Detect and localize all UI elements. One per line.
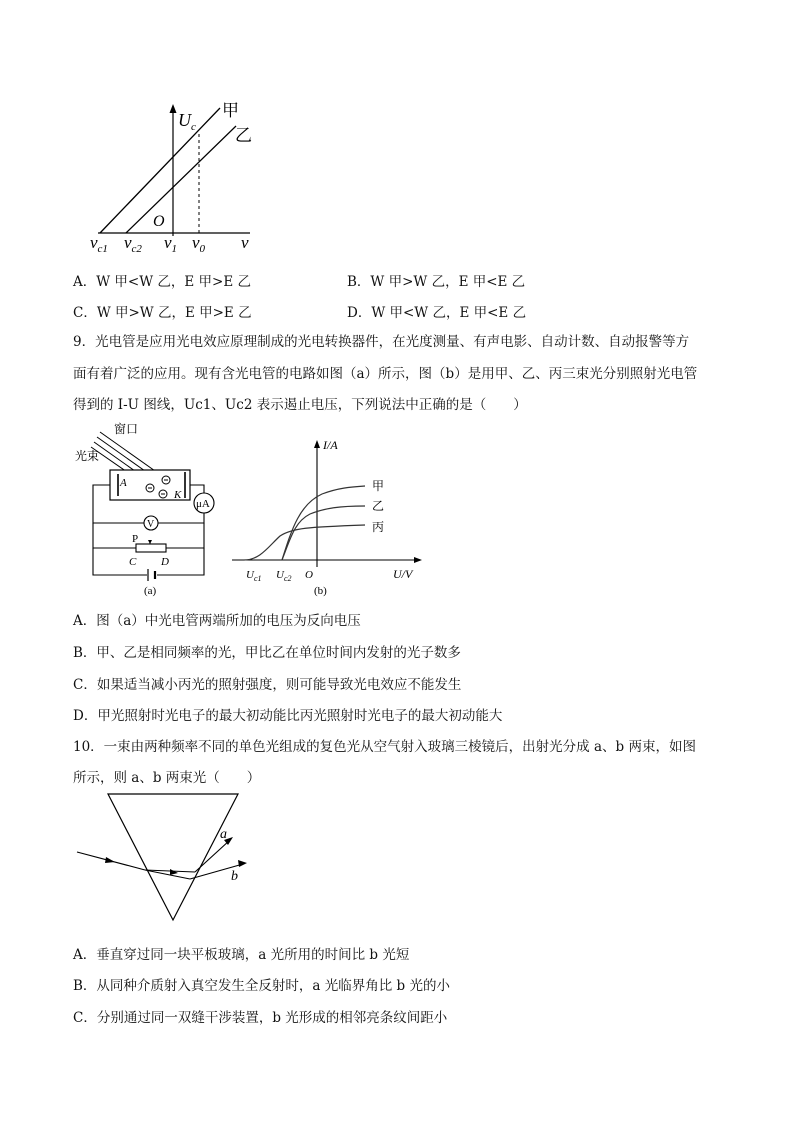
beam-label: 光束	[75, 449, 100, 463]
fig-b-caption: (b)	[314, 585, 327, 597]
window-label: 窗口	[114, 422, 139, 436]
q9-option-b: B．甲、乙是相同频率的光，甲比乙在单位时间内发射的光子数多	[73, 645, 461, 661]
slider-p-label: P	[132, 533, 139, 545]
q9-option-a: A．图（a）中光电管两端所加的电压为反向电压	[73, 613, 361, 629]
iu-ylabel: I/A	[323, 438, 338, 452]
q9-stem-line3: 得到的 I-U 图线，Uc1、Uc2 表示遏止电压，下列说法中正确的是（ ）	[73, 397, 527, 413]
q8-option-b: B．W 甲>W 乙，E 甲<E 乙	[347, 274, 526, 290]
uc2-tick: $U_{c2}$	[276, 569, 292, 583]
iu-graph	[230, 432, 430, 602]
curve-bing	[244, 525, 365, 560]
nu-axis-label: ν	[241, 233, 249, 252]
q10-option-a: A．垂直穿过同一块平板玻璃，a 光所用的时间比 b 光短	[73, 947, 410, 963]
iu-origin-label: O	[305, 569, 313, 581]
prism	[108, 794, 238, 920]
curve-yi	[282, 506, 365, 560]
voltmeter-label: V	[147, 519, 155, 530]
circuit-diagram	[70, 418, 230, 598]
point-c-label: C	[129, 556, 137, 568]
ray-b-label: b	[231, 869, 238, 884]
vc2-tick: $\nu_{c2}$	[124, 233, 142, 255]
anode-label: A	[120, 477, 127, 489]
q8-option-c: C．W 甲>W 乙，E 甲>E 乙	[73, 305, 252, 321]
v1-tick: $\nu_1$	[164, 233, 178, 255]
ray-a-label: a	[220, 827, 227, 842]
iu-xlabel: U/V	[393, 567, 413, 581]
curve-jia	[282, 486, 365, 560]
uc-label: $U_c$	[178, 110, 196, 133]
v0-tick: $\nu_0$	[192, 233, 206, 255]
vc1-tick: $\nu_{c1}$	[90, 233, 108, 255]
q8-option-d: D．W 甲<W 乙，E 甲<E 乙	[347, 305, 527, 321]
q8-option-a: A．W 甲<W 乙，E 甲>E 乙	[73, 274, 251, 290]
q9-option-d: D．甲光照射时光电子的最大初动能比丙光照射时光电子的最大初动能大	[73, 708, 503, 724]
q10-option-b: B．从同种介质射入真空发生全反射时，a 光临界角比 b 光的小	[73, 978, 450, 994]
curve-bing-label: 丙	[372, 520, 385, 534]
curve-yi-label: 乙	[372, 499, 385, 513]
q10-stem-line1: 10．一束由两种频率不同的单色光组成的复色光从空气射入玻璃三棱镜后，出射光分成 a、b 两束，如图	[73, 739, 696, 755]
fig-a-caption: (a)	[144, 585, 157, 597]
q9-stem-line1: 9．光电管是应用光电效应原理制成的光电转换器件，在光度测量、有声电影、自动计数、自动报警等方	[73, 334, 690, 350]
uc1-tick: $U_{c1}$	[246, 569, 262, 583]
point-d-label: D	[161, 556, 169, 568]
jia-label: 甲	[222, 101, 239, 120]
q9-stem-line2: 面有着广泛的应用。现有含光电管的电路如图（a）所示，图（b）是用甲、乙、丙三束光分别照射光电管	[73, 366, 698, 382]
uc-nu-graph	[80, 96, 280, 256]
microammeter-label: μA	[196, 498, 210, 510]
prism-diagram	[75, 792, 265, 932]
cathode-label: K	[174, 489, 182, 501]
q9-option-c: C．如果适当减小丙光的照射强度，则可能导致光电效应不能发生	[73, 677, 462, 693]
origin-label: O	[153, 213, 165, 230]
q10-option-c: C．分别通过同一双缝干涉装置，b 光形成的相邻亮条纹间距小	[73, 1010, 448, 1026]
curve-jia-label: 甲	[372, 479, 385, 493]
q10-stem-line2: 所示，则 a、b 两束光（ ）	[73, 770, 261, 786]
yi-label: 乙	[235, 126, 252, 145]
